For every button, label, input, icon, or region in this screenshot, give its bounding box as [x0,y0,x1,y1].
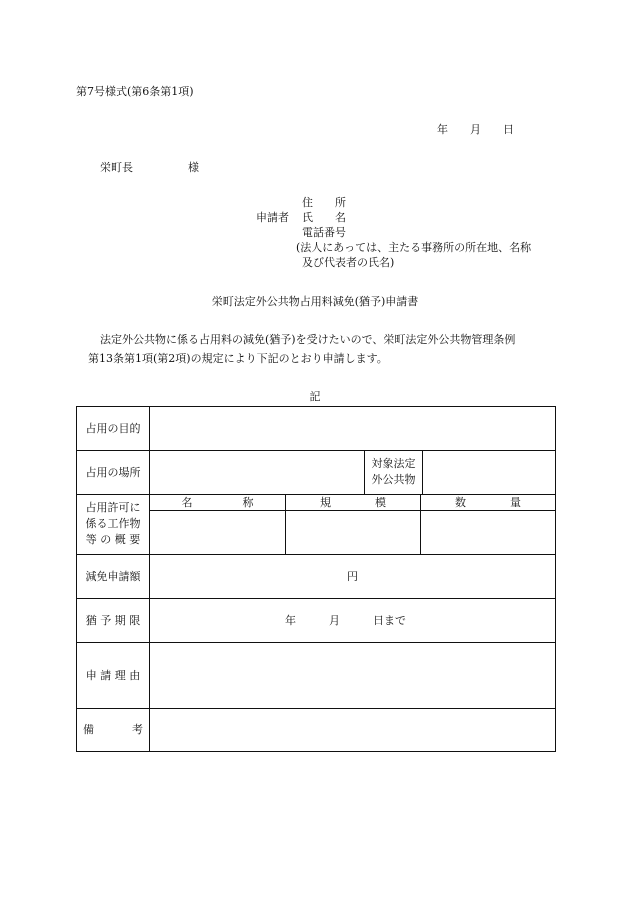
address-label: 住 所 [302,196,346,209]
body-line-2: 第13条第1項(第2項)の規定により下記のとおり申請します。 [88,352,388,365]
remarks-label [77,708,149,751]
reason-input[interactable] [150,642,555,708]
corporation-note-line2: 及び代表者の氏名) [302,256,395,269]
remarks-input[interactable] [150,708,555,751]
col-quantity-char: 数 [455,495,466,509]
remarks-char: 考 [132,723,143,736]
target-label-line2: 外公共物 [371,473,416,486]
col-name-char: 名 [181,495,193,509]
purpose-label: 占用の目的 [85,422,141,435]
structure-quantity-input[interactable] [421,511,555,554]
structure-label [77,494,149,554]
place-input[interactable] [150,450,364,494]
amount-label: 減免申請額 [85,569,141,583]
applicant-role-label: 申請者 [256,211,289,224]
reason-label: 申 請 理 由 [85,668,141,682]
col-header-name [150,494,285,510]
ki-heading: 記 [309,390,321,403]
remarks-char: 備 [83,723,94,736]
document-title: 栄町法定外公共物占用料減免(猶予)申請書 [211,295,419,308]
col-quantity-char: 量 [510,495,521,509]
purpose-input[interactable] [150,407,555,450]
name-label: 氏 名 [302,211,346,224]
target-label [365,450,422,494]
deadline-input[interactable] [150,598,555,642]
col-scale-char: 模 [375,495,386,509]
body-line-1: 法定外公共物に係る占用料の減免(猶予)を受けたいので、栄町法定外公共物管理条例 [100,333,516,346]
col-header-quantity [421,494,555,510]
col-header-scale [286,494,420,510]
amount-input[interactable] [150,554,555,598]
structure-name-input[interactable] [150,511,285,554]
col-name-char: 称 [242,495,254,509]
target-input[interactable] [423,450,555,494]
structure-label-line3: 等 の 概 要 [85,533,141,546]
corporation-note-line1: (法人にあっては、主たる事務所の所在地、名称 [296,241,532,254]
phone-label: 電話番号 [302,226,346,239]
date-line: 年 月 日 [437,123,514,136]
structure-scale-input[interactable] [286,511,420,554]
amount-unit: 円 [347,569,358,583]
target-label-line1: 対象法定 [371,457,416,470]
col-scale-char: 規 [320,495,331,509]
application-form-table [76,406,556,752]
structure-label-line2: 係る工作物 [85,517,141,530]
deadline-value: 年 月 日まで [285,613,406,627]
addressee: 栄町長 様 [100,161,199,174]
form-number: 第7号様式(第6条第1項) [76,85,194,98]
structure-label-line1: 占用許可に [85,501,141,514]
deadline-label: 猶 予 期 限 [85,613,141,627]
place-label: 占用の場所 [85,465,141,479]
